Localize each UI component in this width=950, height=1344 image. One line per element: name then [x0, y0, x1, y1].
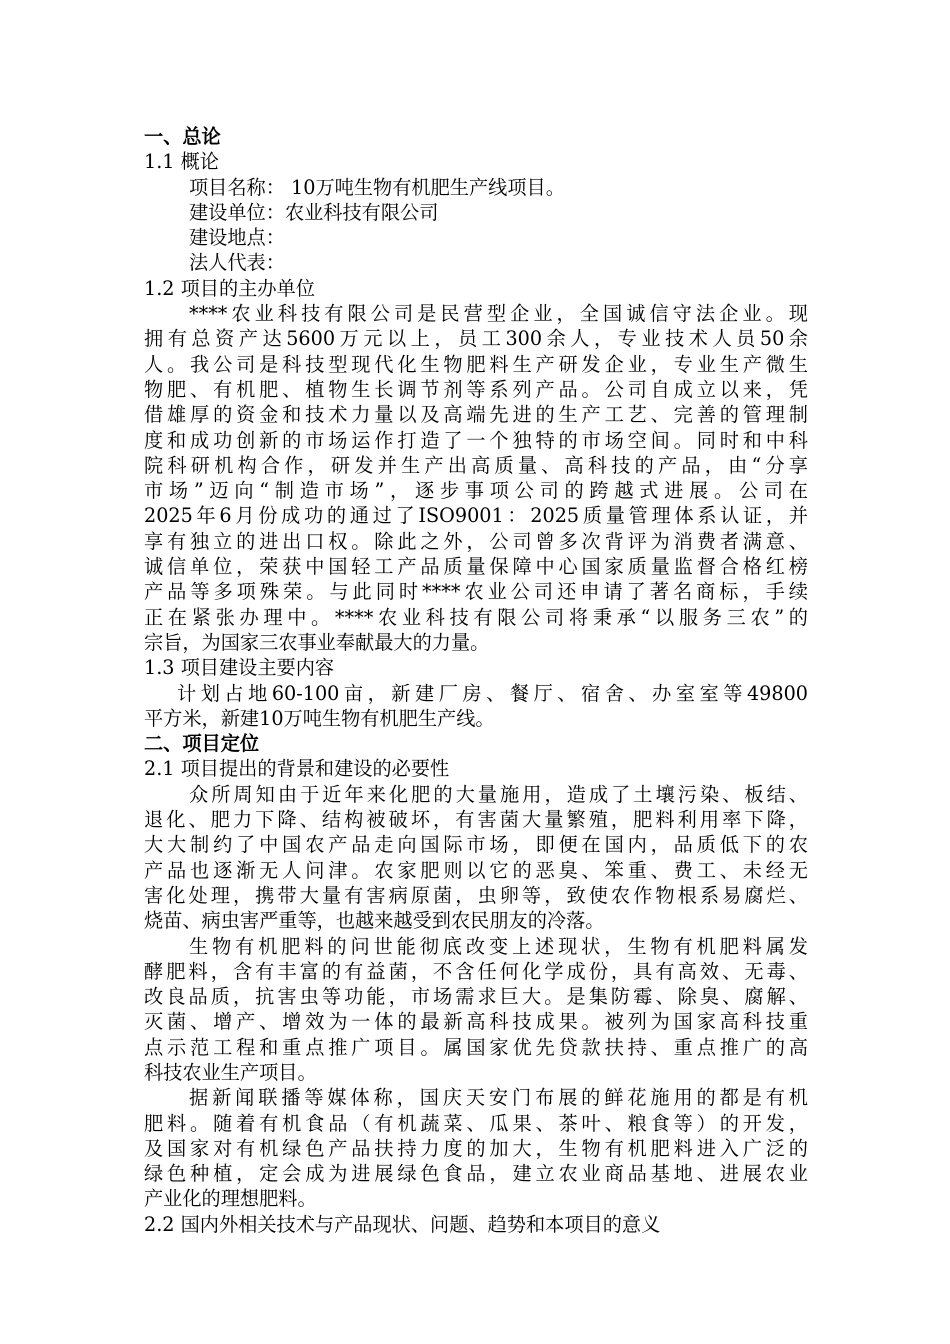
paragraph-line: 退化、肥力下降、结构被破坏，有害菌大量繁殖，肥料利用率下降， — [144, 808, 808, 832]
paragraph-news — [144, 1085, 808, 1211]
paragraph-line: 绿色种植，定会成为进展绿色食品，建立农业商品基地、进展农业 — [144, 1162, 808, 1186]
section-2-2-heading: 2.2 国内外相关技术与产品现状、问题、趋势和本项目的意义 — [144, 1212, 661, 1236]
section-1-2-heading: 1.2 项目的主办单位 — [144, 276, 315, 300]
document-page — [144, 124, 808, 1237]
paragraph-line: 院科研机构合作，研发并生产出高质量、高科技的产品，由“分享 — [144, 453, 808, 477]
paragraph-line: 肥料。随着有机食品（有机蔬菜、瓜果、茶叶、粮食等）的开发， — [144, 1111, 808, 1135]
paragraph-line: 借雄厚的资金和技术力量以及高端先进的生产工艺、完善的管理制 — [144, 403, 808, 427]
paragraph-line: 众所周知由于近年来化肥的大量施用，造成了土壤污染、板结、 — [189, 782, 808, 806]
paragraph-line: 酵肥料，含有丰富的有益菌，不含任何化学成份，具有高效、无毒、 — [144, 959, 808, 983]
paragraph-line: 2025年6月份成功的通过了ISO9001：2025质量管理体系认证，并 — [144, 504, 808, 528]
paragraph-line: 享有独立的进出口权。除此之外，公司曾多次背评为消费者满意、 — [144, 529, 808, 553]
paragraph-line: 科技农业生产项目。 — [144, 1060, 317, 1084]
paragraph-company-intro — [144, 301, 808, 655]
paragraph-line: 正在紧张办理中。****农业科技有限公司将秉承“以服务三农”的 — [144, 605, 808, 629]
paragraph-line: 灭菌、增产、增效为一体的最新高科技成果。被列为国家高科技重 — [144, 1010, 808, 1034]
section-1-heading: 一、总论 — [144, 125, 221, 148]
section-1-3-heading: 1.3 项目建设主要内容 — [144, 656, 335, 680]
builder-line: 建设单位：农业科技有限公司 — [189, 200, 439, 224]
paragraph-line: 度和成功创新的市场运作打造了一个独特的市场空间。同时和中科 — [144, 428, 808, 452]
paragraph-line: 拥有总资产达5600万元以上，员工300余人，专业技术人员50余 — [144, 327, 808, 351]
paragraph-line: 物肥、有机肥、植物生长调节剂等系列产品。公司自成立以来，凭 — [144, 377, 808, 401]
paragraph-line: 生物有机肥料的问世能彻底改变上述现状，生物有机肥料属发 — [189, 934, 808, 958]
location-line: 建设地点： — [189, 226, 285, 250]
paragraph-line: 宗旨，为国家三农事业奉献最大的力量。 — [144, 630, 490, 654]
paragraph-line: 烧苗、病虫害严重等，也越来越受到农民朋友的冷落。 — [144, 909, 605, 933]
paragraph-line: ****农业科技有限公司是民营型企业，全国诚信守法企业。现 — [189, 302, 808, 326]
paragraph-line: 产业化的理想肥料。 — [144, 1187, 317, 1211]
paragraph-line: 产品也逐渐无人问津。农家肥则以它的恶臭、笨重、费工、未经无 — [144, 858, 808, 882]
paragraph-background — [144, 782, 808, 934]
section-2-1-heading: 2.1 项目提出的背景和建设的必要性 — [144, 757, 450, 781]
paragraph-line: 害化处理，携带大量有害病原菌，虫卵等，致使农作物根系易腐烂、 — [144, 883, 808, 907]
paragraph-line: 市场”迈向“制造市场”，逐步事项公司的跨越式进展。公司在 — [144, 479, 808, 503]
paragraph-line: 及国家对有机绿色产品扶持力度的加大，生物有机肥料进入广泛的 — [144, 1136, 808, 1160]
paragraph-bio-fertilizer — [144, 934, 808, 1086]
project-name-line: 项目名称： 10万吨生物有机肥生产线项目。 — [189, 175, 565, 199]
paragraph-line: 诚信单位，荣获中国轻工产品质量保障中心国家质量监督合格红榜 — [144, 555, 808, 579]
paragraph-construction — [144, 681, 808, 732]
legal-rep-line: 法人代表： — [189, 251, 285, 275]
paragraph-line: 大大制约了中国农产品走向国际市场，即便在国内，品质低下的农 — [144, 833, 808, 857]
paragraph-line: 平方米，新建10万吨生物有机肥生产线。 — [144, 706, 495, 730]
paragraph-line: 点示范工程和重点推广项目。属国家优先贷款扶持、重点推广的高 — [144, 1035, 808, 1059]
paragraph-line: 计划占地60-100亩，新建厂房、餐厅、宿舍、办室室等49800 — [177, 681, 808, 705]
section-2-heading: 二、项目定位 — [144, 732, 260, 756]
paragraph-line: 人。我公司是科技型现代化生物肥料生产研发企业，专业生产微生 — [144, 352, 808, 376]
paragraph-line: 据新闻联播等媒体称，国庆天安门布展的鲜花施用的都是有机 — [189, 1086, 808, 1110]
paragraph-line: 产品等多项殊荣。与此同时****农业公司还申请了著名商标，手续 — [144, 580, 808, 604]
section-1-1-heading: 1.1 概论 — [144, 150, 219, 174]
paragraph-line: 改良品质，抗害虫等功能，市场需求巨大。是集防霉、除臭、腐解、 — [144, 985, 808, 1009]
